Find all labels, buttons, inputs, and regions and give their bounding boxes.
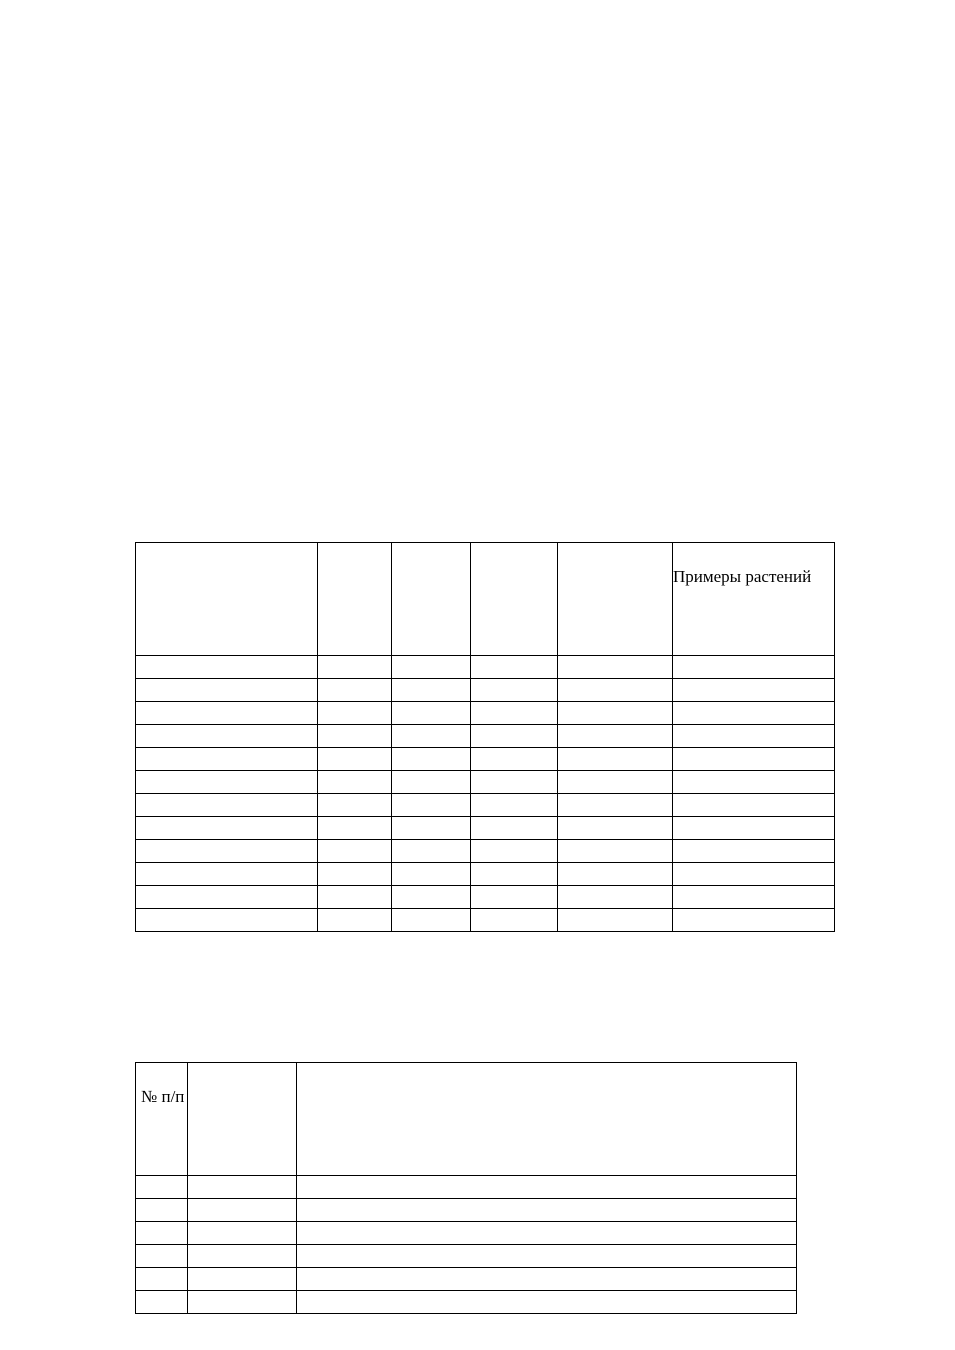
table-row [136, 1176, 797, 1199]
table-cell [673, 748, 835, 771]
table-cell [673, 656, 835, 679]
table-cell [297, 1199, 797, 1222]
table-cell [392, 840, 471, 863]
table-cell [558, 656, 673, 679]
table-cell [392, 679, 471, 702]
plants-table-body [136, 543, 835, 932]
table-row [136, 702, 835, 725]
table-cell [471, 748, 558, 771]
table-cell [558, 702, 673, 725]
table-cell [136, 725, 318, 748]
table-cell [297, 1268, 797, 1291]
table-cell [471, 817, 558, 840]
table-cell [558, 794, 673, 817]
table-cell [136, 909, 318, 932]
numbered-table-body [136, 1063, 797, 1314]
header-cell: № п/п [136, 1063, 188, 1176]
table-cell [558, 771, 673, 794]
table-cell [392, 863, 471, 886]
header-row [136, 1063, 797, 1176]
table-cell [136, 1291, 188, 1314]
plants-table [135, 542, 835, 932]
table-cell [297, 1176, 797, 1199]
table-cell [673, 817, 835, 840]
table-cell [136, 886, 318, 909]
table-cell [188, 1199, 297, 1222]
table-cell [673, 886, 835, 909]
table-cell [558, 817, 673, 840]
table-row [136, 771, 835, 794]
table-row [136, 1268, 797, 1291]
table-cell [558, 909, 673, 932]
table-cell [136, 1245, 188, 1268]
header-cell [136, 543, 318, 656]
table-cell [136, 840, 318, 863]
table-row [136, 1245, 797, 1268]
table-cell [673, 909, 835, 932]
table-cell [318, 863, 392, 886]
table-cell [673, 679, 835, 702]
table-cell [471, 771, 558, 794]
table-cell [318, 771, 392, 794]
table-cell [471, 863, 558, 886]
table-row [136, 794, 835, 817]
header-row [136, 543, 835, 656]
table-cell [471, 656, 558, 679]
table-cell [318, 656, 392, 679]
table-cell [558, 725, 673, 748]
table-cell [471, 840, 558, 863]
table-cell [318, 840, 392, 863]
table-cell [392, 771, 471, 794]
header-cell [188, 1063, 297, 1176]
table-cell [471, 886, 558, 909]
table-cell [471, 702, 558, 725]
table-cell [673, 863, 835, 886]
table-cell [673, 725, 835, 748]
table-cell [392, 656, 471, 679]
table-cell [318, 725, 392, 748]
table-row [136, 909, 835, 932]
table-cell [136, 679, 318, 702]
table-cell [558, 840, 673, 863]
table-row [136, 748, 835, 771]
table-cell [297, 1245, 797, 1268]
table-cell [188, 1291, 297, 1314]
table-cell [471, 725, 558, 748]
table-cell [318, 748, 392, 771]
header-cell [558, 543, 673, 656]
table-cell [136, 1222, 188, 1245]
table-row [136, 817, 835, 840]
table-cell [673, 794, 835, 817]
table-row [136, 863, 835, 886]
table-cell [673, 840, 835, 863]
table-cell [136, 771, 318, 794]
table-cell [136, 863, 318, 886]
table-cell [318, 817, 392, 840]
table-cell [318, 702, 392, 725]
table-cell [188, 1222, 297, 1245]
table-cell [392, 909, 471, 932]
table-cell [392, 725, 471, 748]
table-row [136, 1291, 797, 1314]
table-cell [471, 909, 558, 932]
table-cell [136, 1176, 188, 1199]
table-row [136, 725, 835, 748]
table-cell [673, 771, 835, 794]
table-cell [558, 863, 673, 886]
table-cell [318, 794, 392, 817]
table-cell [136, 702, 318, 725]
header-cell [471, 543, 558, 656]
table-cell [297, 1291, 797, 1314]
table-row [136, 886, 835, 909]
table-row [136, 656, 835, 679]
table-cell [558, 748, 673, 771]
header-cell: Примеры растений [673, 543, 835, 656]
table-row [136, 1222, 797, 1245]
table-cell [318, 886, 392, 909]
table-cell [136, 817, 318, 840]
table-row [136, 679, 835, 702]
table-cell [188, 1176, 297, 1199]
table-cell [558, 679, 673, 702]
numbered-table [135, 1062, 797, 1314]
table-cell [188, 1268, 297, 1291]
table-cell [471, 794, 558, 817]
table-cell [136, 656, 318, 679]
table-cell [392, 886, 471, 909]
header-cell [297, 1063, 797, 1176]
table-cell [673, 702, 835, 725]
table-cell [558, 886, 673, 909]
table-cell [188, 1245, 297, 1268]
table-cell [392, 702, 471, 725]
table-cell [136, 748, 318, 771]
table-cell [471, 679, 558, 702]
table-cell [136, 794, 318, 817]
table-cell [136, 1199, 188, 1222]
table-row [136, 840, 835, 863]
table-cell [392, 794, 471, 817]
table-cell [392, 748, 471, 771]
table-cell [392, 817, 471, 840]
header-cell [392, 543, 471, 656]
header-cell [318, 543, 392, 656]
table-cell [318, 679, 392, 702]
table-cell [136, 1268, 188, 1291]
table-cell [318, 909, 392, 932]
table-row [136, 1199, 797, 1222]
table-cell [297, 1222, 797, 1245]
